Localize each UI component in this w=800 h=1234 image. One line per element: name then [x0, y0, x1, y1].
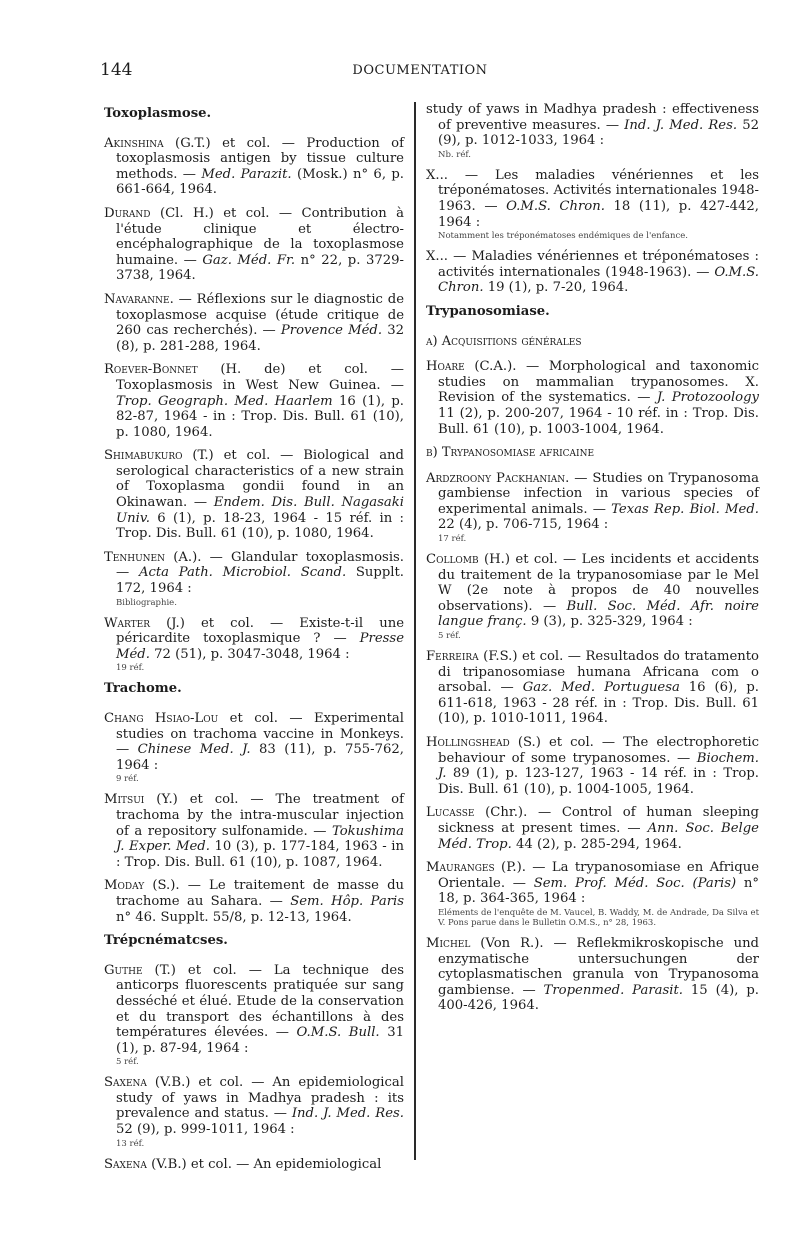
page-header: [100, 60, 740, 84]
reference-entry: [426, 735, 759, 797]
reference-entry: [426, 936, 759, 1014]
reference-citation: 52 (9), p. 999-1011, 1964 :: [116, 1122, 295, 1138]
reference-citation: n° 46. Supplt. 55/8, p. 12-13, 1964.: [116, 909, 352, 925]
reference-text: . — Studies on Trypanosoma gambiense infection in various species of experimental animals. —: [438, 470, 759, 517]
reference-text: (T.) et col. — Biological and serological characteristics of a new strain of Toxoplasma gondii found in an Okinawan. —: [116, 448, 404, 511]
reference-author: Collomb: [426, 552, 479, 568]
reference-author: Chang Hsiao-Lou: [104, 711, 219, 726]
reference-entry: [104, 711, 404, 784]
reference-entry: [104, 206, 404, 284]
reference-journal: Ind. J. Med. Res.: [624, 117, 738, 133]
reference-entry: [104, 136, 404, 198]
reference-journal: Bull. Soc. Méd. Afr. noire langue franç.: [438, 598, 759, 630]
reference-journal: Acta Path. Microbiol. Scand.: [138, 565, 347, 581]
reference-author: Michel: [426, 935, 471, 951]
reference-citation: 31 (1), p. 87-94, 1964 :: [116, 1025, 404, 1056]
reference-note: Bibliographie.: [116, 597, 177, 608]
reference-citation: 22 (4), p. 706-715, 1964 :: [438, 517, 609, 533]
reference-journal: J. Protozoology: [656, 390, 759, 406]
section-heading: Trypanosomiase.: [426, 303, 550, 319]
reference-citation: 16 (6), p. 611-618, 1963 - 28 réf. in : Trop. Dis. Bull. 61 (10), p. 1010-1011, 1964.: [438, 680, 759, 727]
reference-note: Notamment les tréponématoses endémiques de l'enfance.: [438, 231, 688, 242]
reference-author: Saxena: [104, 1075, 147, 1091]
reference-citation: 11 (2), p. 200-207, 1964 - 10 réf. in : Trop. Dis. Bull. 61 (10), p. 1003-1004, 1964.: [438, 405, 759, 437]
reference-journal: Provence Méd.: [280, 323, 383, 339]
reference-text: (H.) et col. — Les incidents et accidents du traitement de la trypanosomiase par le Mel W (2e note à propos de 40 nouvelles observations). —: [438, 552, 759, 614]
reference-author: X...: [426, 167, 448, 183]
reference-journal: Ann. Soc. Belge Méd. Trop.: [438, 820, 759, 852]
reference-citation: 52 (9), p. 1012-1033, 1964 :: [438, 117, 759, 149]
reference-entry: [426, 649, 759, 727]
reference-entry: [426, 359, 759, 437]
reference-citation: 9 (3), p. 325-329, 1964 :: [526, 614, 693, 630]
reference-entry: [104, 792, 404, 870]
reference-citation: 32 (8), p. 281-288, 1964.: [116, 323, 404, 354]
reference-citation: n° 18, p. 364-365, 1964 :: [438, 875, 760, 907]
reference-journal: Endem. Dis. Bull. Nagasaki Univ.: [116, 495, 404, 526]
reference-journal: O.M.S. Chron.: [506, 198, 605, 214]
left-column: [104, 102, 404, 1180]
reference-journal: Sem. Hôp. Paris: [290, 893, 404, 909]
section-heading: Trépcnématcses.: [104, 933, 228, 949]
reference-author: Moday: [104, 878, 145, 894]
reference-note: 17 réf.: [438, 534, 467, 545]
reference-text: . — Réflexions sur le diagnostic de toxoplasmose acquise (étude critique de 260 cas recherchés). —: [116, 291, 404, 339]
reference-text: (J.) et col. — Existe-t-il une péricardite toxoplasmique ? —: [116, 615, 404, 647]
reference-journal: Sem. Prof. Méd. Soc. (Paris): [533, 875, 737, 891]
reference-citation: n° 22, p. 3729-3738, 1964.: [116, 252, 404, 284]
reference-text: (F.S.) et col. — Resultados do tratamento di tripanosomiase humana Africana com o arsobal. —: [438, 649, 759, 696]
reference-citation: 72 (51), p. 3047-3048, 1964 :: [149, 646, 350, 662]
reference-author: Warter: [104, 615, 151, 631]
reference-citation: (Mosk.) n° 6, p. 661-664, 1964.: [116, 166, 404, 198]
reference-note: 13 réf.: [116, 1138, 145, 1149]
reference-author: Hoare: [426, 359, 465, 375]
reference-text: (V.B.) et col. — An epidemiological study of yaws in Madhya pradesh : its prevalence and status. —: [116, 1075, 404, 1122]
reference-author: Mitsui: [104, 792, 145, 808]
reference-text: study of yaws in Madhya pradesh : effectiveness of preventive measures. —: [426, 102, 759, 133]
reference-entry: [426, 471, 759, 544]
reference-entry: [104, 1157, 404, 1173]
reference-citation: 10 (3), p. 177-184, 1963 - in : Trop. Dis. Bull. 61 (10), p. 1087, 1964.: [116, 839, 404, 870]
reference-entry: [426, 168, 759, 241]
subsection-heading: a) Acquisitions générales: [426, 333, 582, 349]
reference-citation: Supplt. 172, 1964 :: [116, 565, 405, 597]
reference-author: Ferreira: [426, 649, 479, 665]
reference-text: (Cl. H.) et col. — Contribution à l'étude clinique et électro-encéphalographique de la toxoplasmose humaine. —: [116, 205, 404, 268]
reference-journal: Trop. Geograph. Med. Haarlem: [116, 393, 333, 409]
reference-journal: Gaz. Méd. Fr.: [202, 252, 296, 268]
reference-journal: Biochem. J.: [438, 750, 759, 782]
reference-entry: [104, 362, 404, 440]
reference-journal: Tokushima J. Exper. Med.: [116, 823, 404, 855]
section-heading: Trachome.: [104, 681, 182, 697]
reference-text: (V.B.) et col. — An epidemiological: [146, 1156, 382, 1172]
reference-author: Shimabukuro: [104, 448, 183, 464]
reference-journal: O.M.S. Bull.: [296, 1025, 380, 1041]
reference-note: 5 réf.: [116, 1057, 139, 1068]
section-heading: Toxoplasmose.: [104, 106, 212, 121]
reference-continuation: [426, 102, 759, 160]
reference-entry: [104, 963, 404, 1068]
subsection-heading: b) Trypanosomiase africaine: [426, 445, 595, 461]
reference-text: (P.). — La trypanosomiase en Afrique Orientale. —: [438, 860, 759, 891]
reference-entry: [104, 878, 404, 925]
reference-entry: [426, 860, 759, 928]
reference-entry: [104, 1075, 404, 1148]
reference-entry: [104, 448, 404, 542]
reference-entry: [104, 550, 404, 608]
reference-citation: 16 (1), p. 82-87, 1964 - in : Trop. Dis. Bull. 61 (10), p. 1080, 1964.: [116, 393, 404, 440]
reference-author: Saxena: [104, 1156, 147, 1172]
reference-author: Hollingshead: [426, 735, 510, 750]
reference-text: (H. de) et col. — Toxoplasmosis in West New Guinea. —: [116, 362, 404, 393]
reference-citation: 18 (11), p. 427-442, 1964 :: [438, 198, 759, 230]
reference-note: 5 réf.: [438, 631, 461, 642]
reference-citation: 44 (2), p. 285-294, 1964.: [511, 836, 682, 852]
reference-journal: Texas Rep. Biol. Med.: [611, 501, 759, 517]
reference-author: Mauranges: [426, 860, 495, 876]
reference-entry: [104, 292, 404, 354]
reference-author: Ardzroony Packhanian: [426, 470, 566, 486]
reference-journal: Gaz. Med. Portuguesa: [522, 680, 680, 696]
reference-entry: [426, 552, 759, 641]
reference-journal: O.M.S. Chron.: [438, 264, 759, 296]
reference-note: Eléments de l'enquête de M. Vaucel, B. Waddy, M. de Andrade, Da Silva et V. Pons parue dans le Bulletin O.M.S., n° 28, 1963.: [438, 907, 759, 928]
reference-journal: Chinese Med. J.: [137, 742, 251, 758]
reference-text: (Y.) et col. — The treatment of trachoma by the intra-muscular injection of a repository sulfonamide. —: [116, 792, 404, 839]
reference-author: Tenhunen: [104, 549, 165, 565]
reference-text: (Chr.). — Control of human sleeping sickness at present times. —: [438, 805, 759, 836]
reference-citation: 19 (1), p. 7-20, 1964.: [483, 280, 629, 296]
reference-text: (C.A.). — Morphological and taxonomic studies on mammalian trypanosomes. X. Revision of the systematics. —: [438, 359, 759, 406]
reference-author: Akinshina: [104, 135, 164, 151]
reference-author: Roever-Bonnet: [104, 362, 198, 378]
reference-citation: 89 (1), p. 123-127, 1963 - 14 réf. in : Trop. Dis. Bull. 61 (10), p. 1004-1005, 1964.: [438, 766, 759, 797]
reference-text: — Les maladies vénériennes et les tréponématoses. Activités internationales 1948-1963. —: [438, 167, 759, 214]
reference-note: 9 réf.: [116, 774, 139, 785]
reference-citation: 15 (4), p. 400-426, 1964.: [438, 982, 759, 1014]
reference-text: (G.T.) et col. — Production of toxoplasmosis antigen by tissue culture methods. —: [116, 135, 404, 182]
reference-text: et col. — Experimental studies on trachoma vaccine in Monkeys. —: [116, 711, 404, 758]
reference-text: — Maladies vénériennes et tréponématoses : activités internationales (1948-1963). —: [438, 249, 759, 280]
reference-journal: Presse Méd.: [116, 631, 404, 662]
reference-author: Navaranne: [104, 291, 170, 307]
reference-entry: [426, 805, 759, 852]
reference-journal: Ind. J. Med. Res.: [291, 1106, 404, 1122]
reference-author: X...: [426, 249, 448, 265]
reference-entry: [426, 249, 759, 296]
reference-citation: 83 (11), p. 755-762, 1964 :: [116, 742, 404, 773]
reference-text: (A.). — Glandular toxoplasmosis. —: [116, 549, 404, 581]
reference-journal: Tropenmed. Parasit.: [543, 982, 683, 998]
reference-entry: [104, 616, 404, 674]
column-divider: [414, 102, 416, 1160]
reference-author: Durand: [104, 205, 151, 221]
running-title: DOCUMENTATION: [352, 63, 488, 78]
reference-note: 19 réf.: [116, 663, 145, 674]
reference-text: (S.). — Le traitement de masse du trachome au Sahara. —: [116, 878, 404, 909]
reference-note: Nb. réf.: [438, 149, 471, 160]
reference-author: Lucasse: [426, 805, 475, 821]
reference-journal: Med. Parazit.: [201, 166, 292, 182]
reference-text: (S.) et col. — The electrophoretic behaviour of some trypanosomes. —: [438, 735, 759, 766]
reference-author: Guthe: [104, 962, 143, 978]
page-number: 144: [100, 60, 133, 80]
right-column: [426, 102, 759, 1022]
reference-text: (Von R.). — Reflekmikroskopische und enzymatische untersuchungen der cytoplasmatischen granula von Trypanosoma gambiense. —: [438, 935, 759, 998]
reference-text: (T.) et col. — La technique des anticorps fluorescents pratiquée sur sang desséché et élué. Etude de la conservation et du transport des échantillons à des températures élevées. —: [116, 962, 404, 1041]
reference-citation: 6 (1), p. 18-23, 1964 - 15 réf. in : Trop. Dis. Bull. 61 (10), p. 1080, 1964.: [116, 510, 404, 542]
